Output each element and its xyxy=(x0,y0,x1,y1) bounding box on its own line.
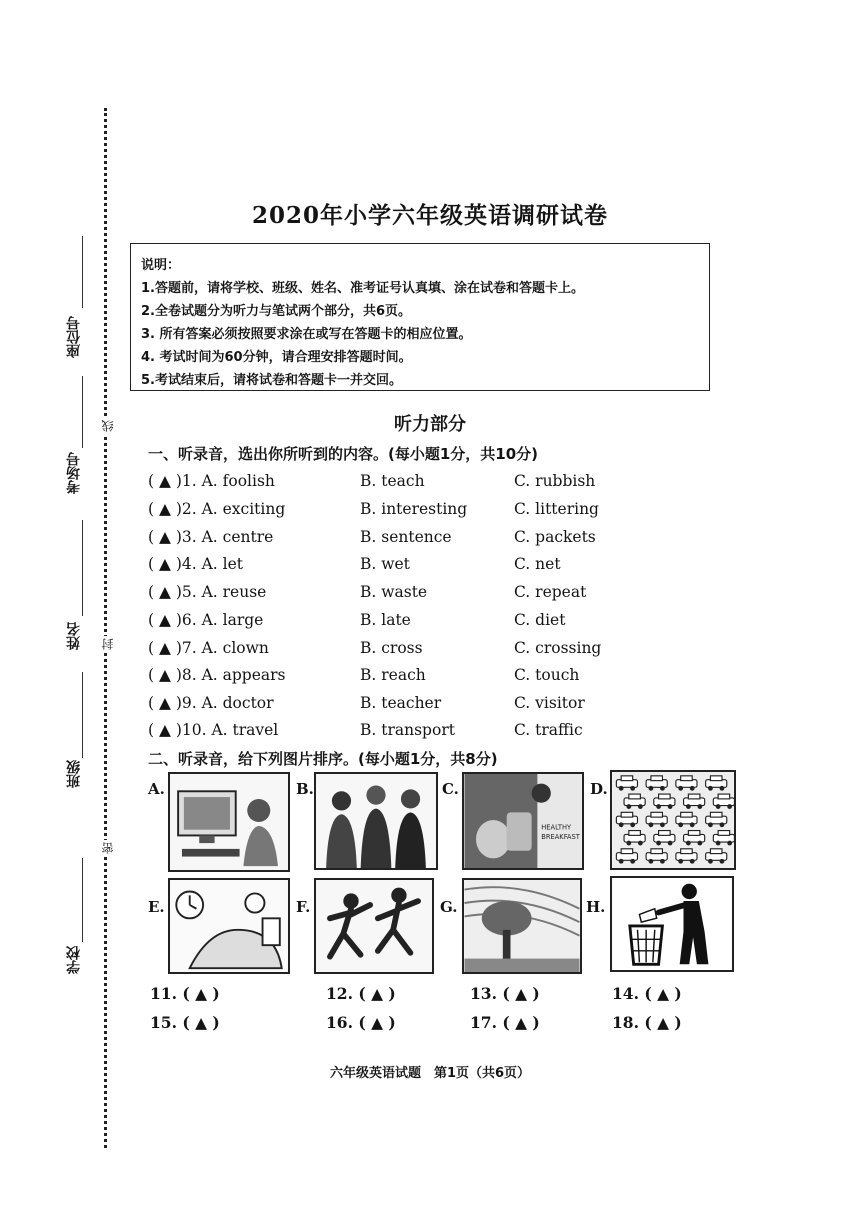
option-b: B. waste xyxy=(360,583,428,601)
picture-b-people-talking xyxy=(314,772,438,870)
binding-dotted-line xyxy=(104,108,107,1148)
question-row xyxy=(148,555,708,581)
picture-label-g: G. xyxy=(440,898,458,916)
option-a: ( ▲ )7. A. clown xyxy=(148,639,269,657)
instructions-heading: 说明： xyxy=(141,258,181,273)
cut-mark-line: 线 xyxy=(101,420,115,432)
exam-room-label: 考场号 xyxy=(66,452,82,494)
option-a: ( ▲ )1. A. foolish xyxy=(148,472,275,490)
option-b: B. cross xyxy=(360,639,423,657)
question-row xyxy=(148,639,708,665)
option-b: B. interesting xyxy=(360,500,468,518)
option-c: C. touch xyxy=(514,666,580,684)
seat-number-blank xyxy=(82,236,83,308)
option-b: B. reach xyxy=(360,666,426,684)
option-c: C. diet xyxy=(514,611,566,629)
answer-blank-12[interactable]: 12. ( ▲ ) xyxy=(326,984,396,1003)
page-footer: 六年级英语试题 第1页（共6页） xyxy=(329,1066,531,1081)
option-c: C. net xyxy=(514,555,561,573)
question-row xyxy=(148,583,708,609)
question-row xyxy=(148,528,708,554)
option-b: B. late xyxy=(360,611,411,629)
picture-label-e: E. xyxy=(148,898,165,916)
option-c: C. littering xyxy=(514,500,599,518)
picture-a-computer-user xyxy=(168,772,290,872)
instructions-box xyxy=(130,243,710,391)
picture-c-text-healthy: HEALTHY xyxy=(541,823,572,832)
part1-heading: 一、听录音，选出你所听到的内容。(每小题1分，共10分) xyxy=(148,445,539,463)
picture-c-text-breakfast: BREAKFAST xyxy=(541,833,580,842)
option-a: ( ▲ )8. A. appears xyxy=(148,666,286,684)
listening-section-title: 听力部分 xyxy=(394,414,466,435)
cut-mark-secret: 密 xyxy=(101,842,115,854)
option-b: B. wet xyxy=(360,555,410,573)
page-title: 2020年小学六年级英语调研试卷 xyxy=(251,202,608,229)
school-blank xyxy=(82,858,83,942)
option-b: B. transport xyxy=(360,721,455,739)
option-c: C. crossing xyxy=(514,639,602,657)
question-row xyxy=(148,472,708,498)
answer-blank-17[interactable]: 17. ( ▲ ) xyxy=(470,1013,540,1032)
name-blank xyxy=(82,520,83,616)
picture-c-healthy-breakfast xyxy=(462,772,584,870)
option-c: C. rubbish xyxy=(514,472,596,490)
option-a: ( ▲ )3. A. centre xyxy=(148,528,274,546)
name-label: 姓名 xyxy=(66,622,82,650)
school-label: 学校 xyxy=(66,946,82,974)
question-row xyxy=(148,721,708,747)
instruction-item: 2.全卷试题分为听力与笔试两个部分，共6页。 xyxy=(141,304,412,319)
picture-label-b: B. xyxy=(296,780,314,798)
picture-f-dancers xyxy=(314,878,434,974)
option-b: B. teacher xyxy=(360,694,442,712)
answer-blank-16[interactable]: 16. ( ▲ ) xyxy=(326,1013,396,1032)
option-b: B. teach xyxy=(360,472,425,490)
answer-blank-14[interactable]: 14. ( ▲ ) xyxy=(612,984,682,1003)
picture-g-windy-tree xyxy=(462,878,582,974)
answer-blank-13[interactable]: 13. ( ▲ ) xyxy=(470,984,540,1003)
part2-heading: 二、听录音，给下列图片排序。(每小题1分，共8分) xyxy=(148,750,498,768)
class-blank xyxy=(82,672,83,758)
picture-h-litter-bin xyxy=(610,876,734,972)
picture-label-d: D. xyxy=(590,780,608,798)
option-a: ( ▲ )6. A. large xyxy=(148,611,264,629)
instruction-item: 1.答题前，请将学校、班级、姓名、准考证号认真填、涂在试卷和答题卡上。 xyxy=(141,281,584,296)
picture-d-traffic-cars xyxy=(610,770,736,870)
seat-number-label: 座位号 xyxy=(66,316,82,358)
answer-blank-18[interactable]: 18. ( ▲ ) xyxy=(612,1013,682,1032)
cut-mark-seal: 封 xyxy=(101,638,115,650)
option-a: ( ▲ )5. A. reuse xyxy=(148,583,267,601)
option-a: ( ▲ )2. A. exciting xyxy=(148,500,286,518)
picture-label-a: A. xyxy=(148,780,165,798)
option-c: C. repeat xyxy=(514,583,587,601)
option-c: C. visitor xyxy=(514,694,585,712)
answer-blank-11[interactable]: 11. ( ▲ ) xyxy=(150,984,220,1003)
question-row xyxy=(148,694,708,720)
instruction-item: 3. 所有答案必须按照要求涂在或写在答题卡的相应位置。 xyxy=(141,327,472,342)
class-label: 班级 xyxy=(66,760,82,788)
picture-label-f: F. xyxy=(296,898,311,916)
option-c: C. packets xyxy=(514,528,596,546)
question-row xyxy=(148,500,708,526)
instruction-item: 5.考试结束后，请将试卷和答题卡一并交回。 xyxy=(141,373,402,388)
picture-label-h: H. xyxy=(586,898,606,916)
option-a: ( ▲ )10. A. travel xyxy=(148,721,279,739)
option-c: C. traffic xyxy=(514,721,583,739)
answer-blank-15[interactable]: 15. ( ▲ ) xyxy=(150,1013,220,1032)
picture-label-c: C. xyxy=(442,780,459,798)
option-a: ( ▲ )4. A. let xyxy=(148,555,243,573)
picture-e-late-in-bed xyxy=(168,878,290,974)
question-row xyxy=(148,666,708,692)
option-b: B. sentence xyxy=(360,528,452,546)
question-row xyxy=(148,611,708,637)
option-a: ( ▲ )9. A. doctor xyxy=(148,694,274,712)
instruction-item: 4. 考试时间为60分钟，请合理安排答题时间。 xyxy=(141,350,412,365)
